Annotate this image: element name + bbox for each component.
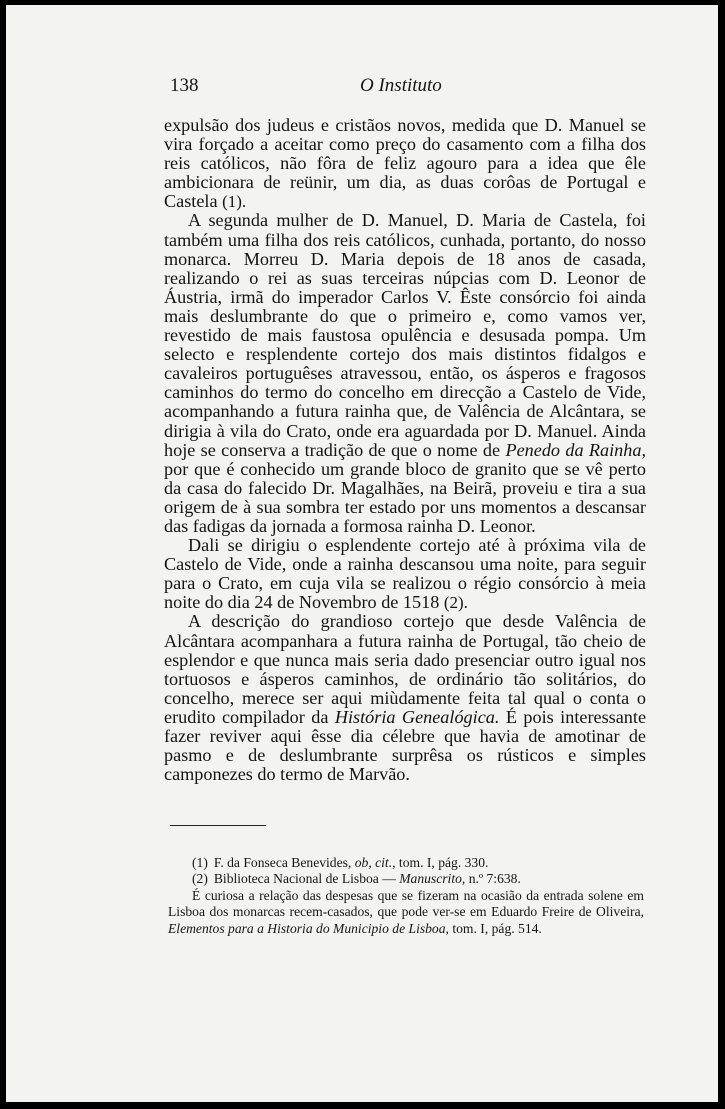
paragraph-2 — [164, 211, 646, 536]
footnote-2 — [168, 871, 644, 887]
footnote-note-end: tom. I, pág. 514. — [452, 920, 542, 936]
paragraph-2-text: A segunda mulher de D. Manuel, D. Maria de Castela, foi também uma filha dos reis católicos, cunhada, portanto, do nosso monarca. Morreu D. Maria depois de 18 anos de casada, realizando o rei as suas terceiras núpcias com D. Leonor de Áustria, irmã do imperador Carlos V. Êste consórcio foi ainda mais deslumbrante do que o primeiro e, como vamos ver, revestido de mais faustosa opulência e desusada pompa. Um selecto e resplendente cortejo dos mais distintos fidalgos e cavaleiros portuguêses atravessou, então, os ásperos e fragosos caminhos do termo do concelho em direcção a Castelo de Vide, acompanhando a futura rainha que, de Valência de Alcântara, se dirigia à vila do Crato, onde era aguardada por D. Manuel. Ainda hoje se conserva a tradição de que o nome de — [164, 210, 646, 460]
paragraph-4-end: É pois interessante fazer reviver aqui êsse dia célebre que havia de amotinar de pasmo e de deslumbrante surprêsa os rústicos e simples camponezes do termo de Marvão. — [164, 706, 647, 785]
footnote-2-mark: (2) — [192, 871, 208, 887]
paragraph-4-text: A descrição do grandioso cortejo que desde Valência de Alcântara acompanhara a futura rainha de Portugal, tão cheio de esplendor e que nunca mais seria dado presenciar outro igual nos tortuosos e ásperos caminhos, de ordinário tão solitários, do concelho, merece ser aqui miùdamente feita tal qual o conta o erudito compilador da — [164, 611, 646, 727]
book-page — [6, 5, 718, 1102]
footnote-note-text: É curiosa a relação das despesas que se fizeram na ocasião da entrada solene em Lisboa dos monarcas recem-casados, que pode ver-se em Eduardo Freire de Oliveira, — [168, 887, 644, 920]
paragraph-2-end: por que é conhecido um grande bloco de granito que se vê perto da casa do falecido Dr. Magalhães, na Beirã, proveiu e tira a sua origem de à sua sombra ter estado por uns momentos a descansar das fadigas da jornada a formosa rainha D. Leonor. — [164, 458, 646, 536]
footnote-2-end: n.º 7:638. — [468, 871, 521, 887]
footnote-1 — [168, 855, 644, 871]
footnote-1-mark: (1) — [192, 855, 208, 870]
paragraph-4 — [164, 612, 646, 784]
place-name-italic: Penedo da Rainha, — [505, 439, 647, 460]
footnote-note-italic: Elementos para a Historia do Municipio de Lisboa, — [168, 920, 449, 936]
footnotes — [168, 855, 644, 937]
footnote-1-italic: ob, cit., — [354, 855, 396, 870]
paragraph-1 — [164, 116, 646, 211]
footnote-1-text: F. da Fonseca Benevides, — [213, 855, 352, 870]
work-title-italic: História Genealógica. — [334, 706, 500, 727]
running-title: O Instituto — [360, 75, 442, 96]
body-text — [164, 116, 646, 784]
running-head — [170, 75, 640, 99]
footnote-2-text: Biblioteca Nacional de Lisboa — — [213, 871, 396, 887]
footnote-ref-2: (2). — [443, 593, 468, 613]
footnote-2-italic: Manuscrito, — [399, 871, 466, 887]
footnote-note — [168, 888, 644, 937]
paragraph-1-text: expulsão dos judeus e cristãos novos, medida que D. Manuel se vira forçado a aceitar como preço do casamento com a filha dos reis católicos, não fôra de feliz agouro para a idea que êle ambicionara de reünir, um dia, as duas corôas de Portugal e Castela — [164, 115, 646, 212]
paragraph-3-text: Dali se dirigiu o esplendente cortejo até à próxima vila de Castelo de Vide, onde a rainha descansou uma noite, para seguir para o Crato, em cuja vila se realizou o régio consórcio à meia noite do dia 24 de Novembro de 1518 — [164, 535, 646, 613]
footnote-1-end: tom. I, pág. 330. — [398, 855, 489, 870]
footnote-ref-1: (1). — [222, 192, 247, 212]
footnote-divider — [170, 825, 266, 826]
page-number: 138 — [170, 75, 199, 96]
paragraph-3 — [164, 536, 646, 612]
